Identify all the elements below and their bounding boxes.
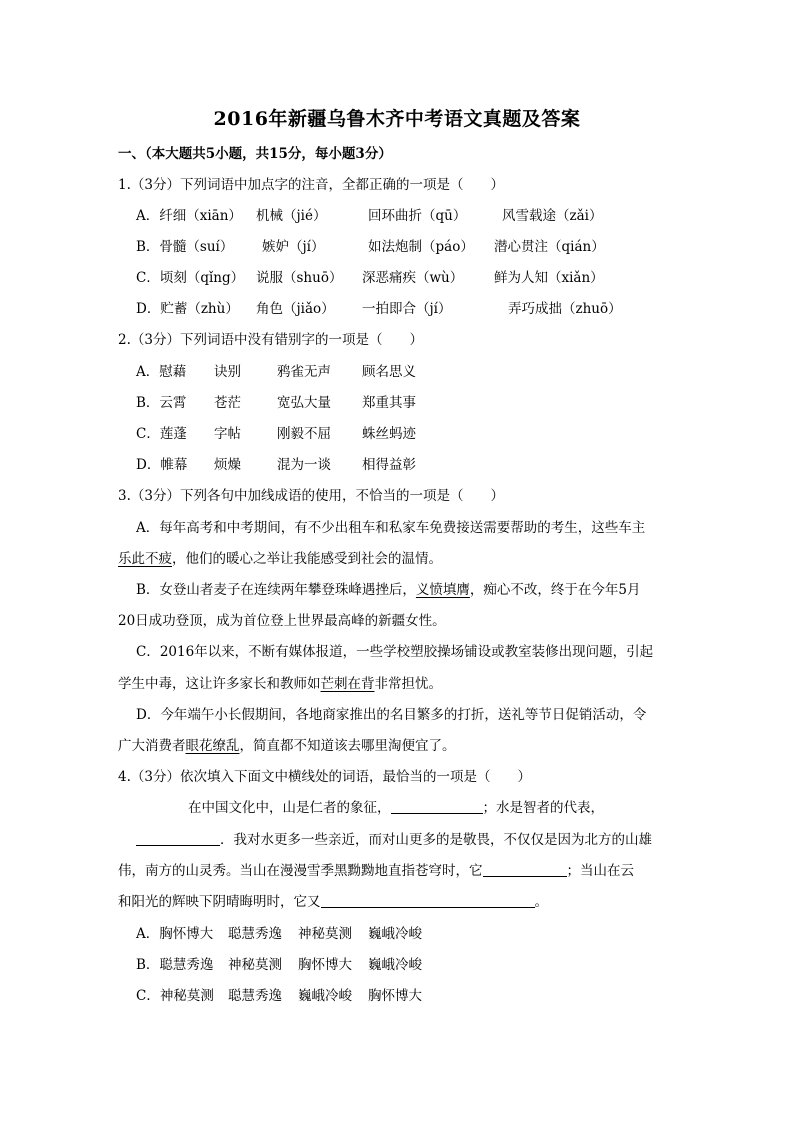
q2-option-b-1: B．云霄	[136, 395, 187, 411]
q4-passage-p3-pre: 伟，南方的山灵秀。当山在漫漫雪季黑黝黝地直指苍穹时，它	[118, 863, 483, 879]
q1-option-b-1: B．骨髓（suí）	[136, 239, 234, 255]
q3-option-d-line1: D．今年端午小长假期间，各地商家推出的名目繁多的打折，送礼等节日促销活动，令	[136, 707, 647, 723]
q1-option-c-3: 深恶痛疾（wù）	[362, 270, 464, 286]
q4-option-a-2: 聪慧秀逸	[228, 926, 282, 942]
q2-option-c-1: C．莲蓬	[136, 426, 187, 442]
q1-option-b-3: 如法炮制（páo）	[368, 239, 474, 255]
q2-stem: 2.（3分）下列词语中没有错别字的一项是（ ）	[118, 332, 423, 348]
q3-option-a-rest: ，他们的暖心之举让我能感受到社会的温情。	[172, 551, 442, 567]
q2-option-c-2: 字帖	[214, 426, 241, 442]
q4-option-c-3: 巍峨冷峻	[298, 988, 352, 1004]
q4-blank-3	[483, 862, 567, 877]
q1-option-c-4: 鲜为人知（xiǎn）	[494, 270, 604, 286]
q4-option-a-1: A．胸怀博大	[136, 926, 214, 942]
q4-option-c-4: 胸怀博大	[368, 988, 422, 1004]
q3-option-b-post: ，痴心不改，终于在今年5月	[469, 582, 641, 598]
q1-option-a-2: 机械（jié）	[256, 208, 327, 224]
q1-option-a-4: 风雪载途（zǎi）	[502, 208, 603, 224]
q1-option-d-3: 一拍即合（jí）	[362, 301, 452, 317]
q2-option-a-3: 鸦雀无声	[277, 364, 331, 380]
q4-passage-line4	[118, 892, 548, 912]
q4-option-b-1: B．聪慧秀逸	[136, 957, 214, 973]
q4-passage-line1	[188, 798, 604, 818]
q4-option-a-3: 神秘莫测	[298, 926, 352, 942]
q1-stem: 1.（3分）下列词语中加点字的注音，全都正确的一项是（ ）	[118, 177, 504, 193]
q1-option-a-1: A．纤细（xiān）	[136, 208, 242, 224]
q3-option-d-line2	[118, 736, 456, 756]
q2-option-a-2: 诀别	[214, 364, 241, 380]
q4-passage-line2	[136, 830, 652, 850]
q1-option-d-4: 弄巧成拙（zhuō）	[508, 301, 622, 317]
q3-idiom-c: 芒刺在背	[320, 676, 375, 692]
q4-option-a-4: 巍峨冷峻	[368, 926, 422, 942]
q3-idiom-b: 义愤填膺	[415, 582, 470, 598]
q3-option-c-line1: C．2016年以来，不断有媒体报道，一些学校塑胶操场铺设或教室装修出现问题，引起	[136, 644, 654, 660]
q2-option-d-1: D．帷幕	[136, 457, 188, 473]
document-title: 2016年新疆乌鲁木齐中考语文真题及答案	[213, 108, 581, 130]
q4-passage-line3	[118, 861, 634, 881]
q3-option-c-pre: 学生中毒，这让许多家长和教师如	[118, 676, 321, 692]
q1-option-c-2: 说服（shuō）	[256, 270, 343, 286]
q4-blank-2	[136, 831, 220, 846]
q3-option-d-pre: 广大消费者	[118, 738, 186, 754]
q4-option-b-2: 神秘莫测	[228, 957, 282, 973]
q2-option-b-3: 宽弘大量	[277, 395, 331, 411]
q2-option-b-4: 郑重其事	[362, 395, 416, 411]
q2-option-c-3: 刚毅不屈	[277, 426, 331, 442]
q3-option-b-line1	[136, 580, 641, 600]
q4-blank-4	[321, 893, 535, 908]
q3-idiom-d: 眼花缭乱	[185, 738, 240, 754]
q3-stem: 3.（3分）下列各句中加线成语的使用，不恰当的一项是（ ）	[118, 488, 504, 504]
q4-stem: 4.（3分）依次填入下面文中横线处的词语，最恰当的一项是（ ）	[118, 769, 531, 785]
q4-option-b-3: 胸怀博大	[298, 957, 352, 973]
q2-option-d-4: 相得益彰	[362, 457, 416, 473]
q3-option-c-post: 非常担忧。	[374, 676, 442, 692]
q3-option-d-post: ，简直都不知道该去哪里淘便宜了。	[239, 738, 456, 754]
q2-option-d-2: 烦燥	[214, 457, 241, 473]
q4-passage-p1-post: ；水是智者的代表，	[482, 800, 604, 816]
q1-option-b-4: 潜心贯注（qián）	[494, 239, 605, 255]
q4-option-c-1: C．神秘莫测	[136, 988, 214, 1004]
q4-option-b-4: 巍峨冷峻	[368, 957, 422, 973]
q4-passage-p4-post: 。	[534, 894, 548, 910]
q2-option-a-4: 顾名思义	[362, 364, 416, 380]
q4-passage-p1-pre: 在中国文化中，山是仁者的象征，	[188, 800, 391, 816]
q3-option-a-line1: A．每年高考和中考期间，有不少出租车和私家车免费接送需要帮助的考生，这些车主	[136, 520, 646, 536]
q3-option-b-line2: 20日成功登顶，成为首位登上世界最高峰的新疆女性。	[118, 613, 446, 629]
q4-option-c-2: 聪慧秀逸	[228, 988, 282, 1004]
q1-option-c-1: C．顷刻（qǐng）	[136, 270, 245, 286]
q4-passage-p3-post: ；当山在云	[566, 863, 634, 879]
q3-option-c-line2	[118, 674, 442, 694]
q2-option-b-2: 苍茫	[214, 395, 241, 411]
q4-passage-p4-pre: 和阳光的辉映下阴晴晦明时，它又	[118, 894, 321, 910]
q3-idiom-a: 乐此不疲	[118, 551, 172, 567]
q3-option-b-pre: B．女登山者麦子在连续两年攀登珠峰遇挫后，	[136, 582, 416, 598]
q1-option-a-3: 回环曲折（qū）	[368, 208, 467, 224]
q3-option-a-line2	[118, 549, 442, 569]
q2-option-d-3: 混为一谈	[277, 457, 331, 473]
q2-option-a-1: A．慰藉	[136, 364, 187, 380]
q1-option-d-2: 角色（jiǎo）	[256, 301, 335, 317]
q4-passage-p2-post: ．我对水更多一些亲近，而对山更多的是敬畏，不仅仅是因为北方的山雄	[220, 832, 652, 848]
q4-blank-1	[391, 799, 483, 814]
q2-option-c-4: 蛛丝蚂迹	[362, 426, 416, 442]
section-heading: 一、（本大题共5小题，共15分，每小题3分）	[118, 146, 392, 162]
q1-option-d-1: D．贮蓄（zhù）	[136, 301, 239, 317]
q1-option-b-2: 嫉妒（jí）	[262, 239, 325, 255]
